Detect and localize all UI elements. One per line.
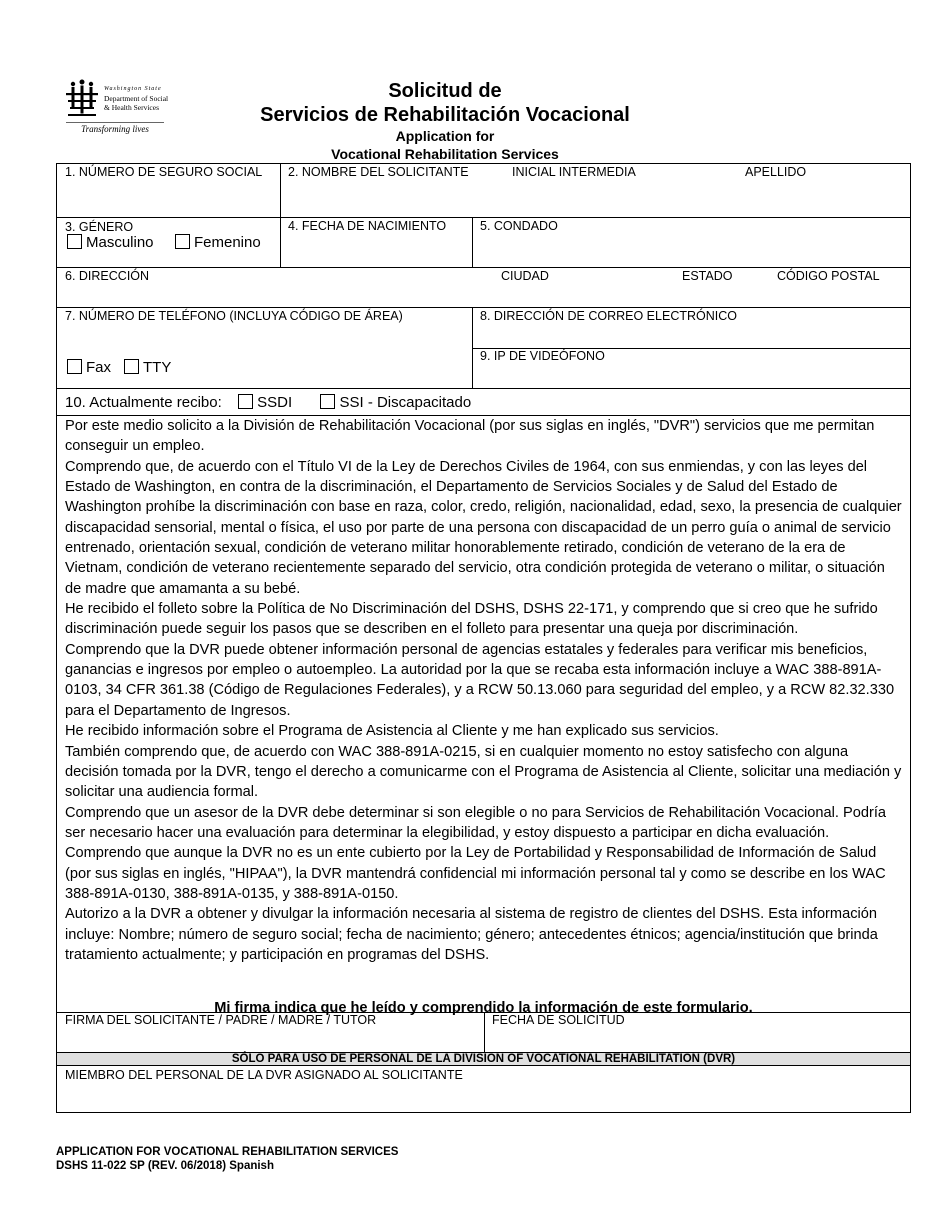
title-es-line1: Solicitud de — [388, 80, 502, 102]
gender-label: 3. GÉNERO — [65, 220, 134, 234]
address-field[interactable]: 6. DIRECCIÓN — [65, 269, 150, 283]
applicant-name-field[interactable]: 2. NOMBRE DEL SOLICITANTE — [288, 165, 469, 179]
paragraph: Comprendo que la DVR puede obtener información personal de agencias estatales y federales para verificar mis beneficios, ganancias e ingresos por empleo o autoempleo. La autoridad por la que se recaba esta información incluye a WAC 388-891A-0103, 34 CFR 361.38 (Código de Regulaciones Federales), y a RCW 50.13.060 para seguridad del empleo, y a RCW 82.32.330 para el Departamento de Ingresos. — [65, 641, 895, 719]
application-date-field[interactable]: FECHA DE SOLICITUD — [492, 1013, 625, 1027]
male-option[interactable]: Masculino — [67, 234, 154, 251]
tty-option[interactable]: TTY — [124, 359, 171, 376]
city-field[interactable]: CIUDAD — [501, 269, 549, 283]
birth-date-field[interactable]: 4. FECHA DE NACIMIENTO — [288, 219, 447, 233]
paragraph: Por este medio solicito a la División de Rehabilitación Vocacional (por sus siglas en inglés, "DVR") servicios que me permitan conseguir un empleo. — [65, 418, 875, 455]
female-checkbox[interactable] — [175, 234, 190, 249]
fax-option[interactable]: Fax — [67, 359, 111, 376]
middle-initial-field[interactable]: INICIAL INTERMEDIA — [512, 165, 636, 179]
ssn-field[interactable]: 1. NÚMERO DE SEGURO SOCIAL — [65, 165, 263, 179]
fax-checkbox[interactable] — [67, 359, 82, 374]
ssi-checkbox[interactable] — [320, 394, 335, 409]
paragraph: Comprendo que aunque la DVR no es un ente cubierto por la Ley de Portabilidad y Responsabilidad de Información de Salud (por sus siglas en inglés, "HIPAA"), la DVR mantendrá confidencial mi información personal tal y como se describe en los WAC 388-891A-0130, 388-891A-0135, y 388-891A-0150. — [65, 845, 886, 902]
footer-form-number: DSHS 11-022 SP (REV. 06/2018) Spanish — [56, 1160, 274, 1172]
ssdi-checkbox[interactable] — [238, 394, 253, 409]
paragraph: También comprendo que, de acuerdo con WAC 388-891A-0215, si en cualquier momento no estoy satisfecho con alguna decisión tomada por la DVR, tengo el derecho a comunicarme con el Programa de Asistencia al Cliente, solicitar una mediación y solicitar una audiencia formal. — [65, 743, 902, 801]
logo-tagline: Transforming lives — [66, 122, 164, 134]
dvr-staff-field[interactable]: MIEMBRO DEL PERSONAL DE LA DVR ASIGNADO AL SOLICITANTE — [65, 1068, 463, 1082]
logo-wordmark: Washington State Department of Social & Health Services — [104, 86, 169, 112]
title-es-line2: Servicios de Rehabilitación Vocacional — [260, 104, 630, 126]
receive-benefits-row — [65, 394, 471, 411]
last-name-field[interactable]: APELLIDO — [745, 165, 807, 179]
application-form — [56, 163, 911, 1113]
videophone-field[interactable]: 9. IP DE VIDEÓFONO — [480, 349, 605, 363]
male-checkbox[interactable] — [67, 234, 82, 249]
phone-field[interactable]: 7. NÚMERO DE TELÉFONO (INCLUYA CÓDIGO DE ÁREA) — [65, 309, 403, 323]
email-field[interactable]: 8. DIRECCIÓN DE CORREO ELECTRÓNICO — [480, 309, 737, 323]
paragraph: He recibido el folleto sobre la Política de No Discriminación del DSHS, DSHS 22-171, y comprendo que si creo que he sufrido discriminación puede seguir los pasos que se describen en el folleto para presentar una queja por discriminación. — [65, 601, 878, 638]
zip-field[interactable]: CÓDIGO POSTAL — [777, 269, 880, 283]
state-field[interactable]: ESTADO — [682, 269, 733, 283]
title-en-line2: Vocational Rehabilitation Services — [331, 146, 559, 162]
ssi-label: SSI - Discapacitado — [339, 394, 472, 411]
consent-text — [65, 416, 905, 965]
signature-field[interactable]: FIRMA DEL SOLICITANTE / PADRE / MADRE / TUTOR — [65, 1013, 377, 1027]
title-en-line1: Application for — [395, 128, 495, 144]
paragraph: Comprendo que, de acuerdo con el Título VI de la Ley de Derechos Civiles de 1964, con sus enmiendas, y con las leyes del Estado de Washington, en contra de la discriminación, el Departamento de Servicios Sociales y de Salud del Estado de Washington prohíbe la discriminación con base en raza, color, credo, religión, nacionalidad, edad, sexo, la presencia de cualquier discapacidad sensorial, mental o física, el uso por parte de una persona con discapacidad de un perro guía o animal de servicio entrenado, orientación sexual, condición de veterano militar honorablemente retirado, condición de veterano de la era de Vietnam, condición de veterano recientemente separado del servicio, otra condición protegida de veterano o militar, o situación de madre que amamanta a su bebé. — [65, 458, 902, 597]
paragraph: He recibido información sobre el Programa de Asistencia al Cliente y me han explicado sus servicios. — [65, 723, 719, 740]
female-option[interactable]: Femenino — [175, 234, 261, 251]
ssdi-label: SSDI — [257, 394, 293, 411]
signature-statement: Mi firma indica que he leído y comprendido la información de este formulario. — [214, 1000, 753, 1016]
tty-checkbox[interactable] — [124, 359, 139, 374]
receive-label: 10. Actualmente recibo: — [65, 394, 222, 411]
footer-form-title: APPLICATION FOR VOCATIONAL REHABILITATION SERVICES — [56, 1146, 399, 1158]
county-field[interactable]: 5. CONDADO — [480, 219, 558, 233]
dvr-only-header: SÓLO PARA USO DE PERSONAL DE LA DIVISION OF VOCATIONAL REHABILITATION (DVR) — [57, 1052, 910, 1066]
paragraph: Autorizo a la DVR a obtener y divulgar la información necesaria al sistema de registro de clientes del DSHS. Esta información incluye: Nombre; número de seguro social; fecha de nacimiento; género; antecedentes étnicos; agencia/institución que brinda tratamiento actualmente; y participación en programas del DSHS. — [65, 906, 878, 963]
paragraph: Comprendo que un asesor de la DVR debe determinar si son elegible o no para Servicios de Rehabilitación Vocacional. Podría ser necesario hacer una evaluación para determinar la elegibilidad, y estoy dispuesto a participar en dicha evaluación. — [65, 804, 886, 841]
